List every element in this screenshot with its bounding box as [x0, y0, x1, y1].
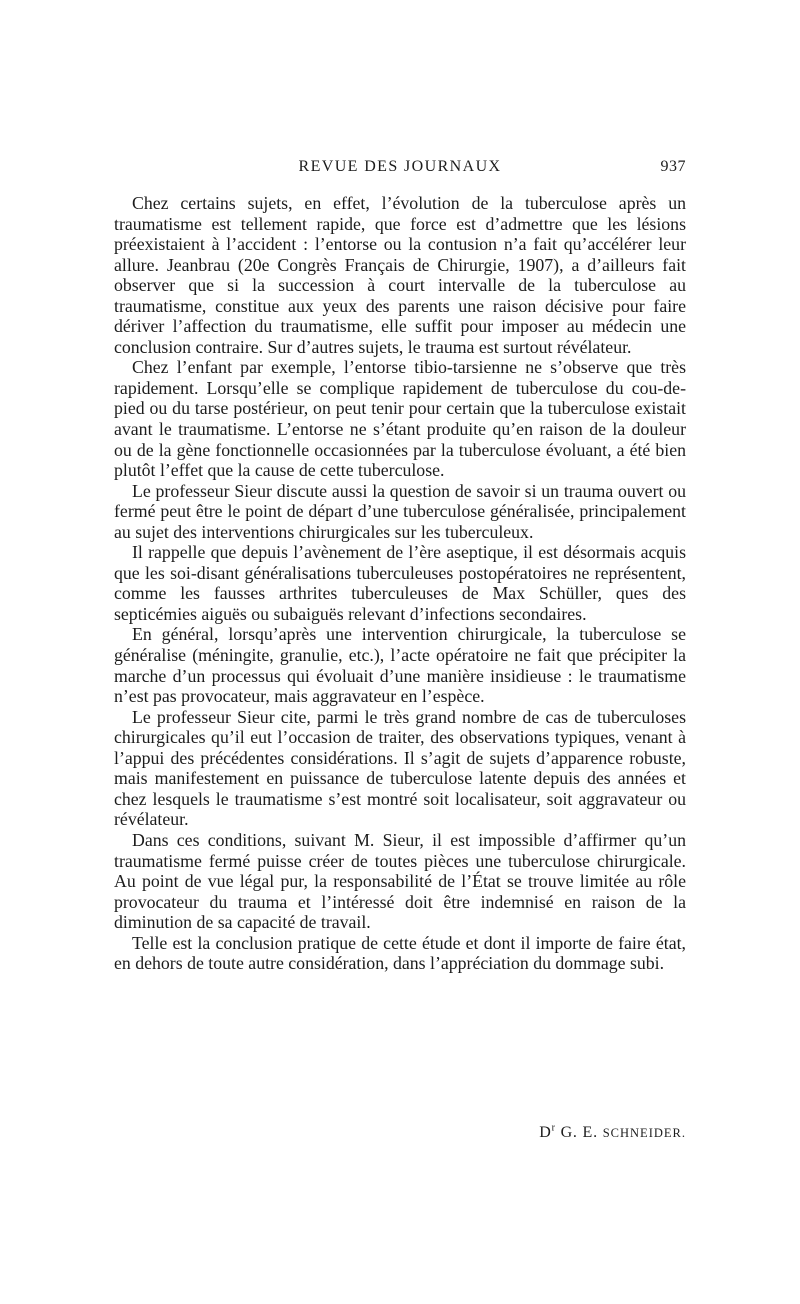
signature-title-sup: r: [551, 1122, 556, 1134]
paragraph-3: Le professeur Sieur discute aussi la question de savoir si un trauma ouvert ou fermé peut être le point de départ d’une tuberculose généralisée, principalement au sujet des interventions chirurgicales sur les tuberculeux.: [114, 480, 686, 542]
paragraph-2: Chez l’enfant par exemple, l’entorse tibio-tarsienne ne s’observe que très rapidement. Lorsqu’elle se complique rapidement de tuberculose du cou-de-pied ou du tarse postérieur, on peut tenir pour certain que la tuberculose existait avant le traumatisme. L’entorse ne s’étant produite qu’en raison de la douleur ou de la gène fonctionnelle occasionnées par la tuberculose évoluant, a été bien plutôt l’effet que la cause de cette tuberculose.: [114, 357, 686, 481]
page-number: 937: [660, 158, 686, 175]
signature-surname: SCHNEIDER.: [602, 1126, 686, 1140]
running-title: REVUE DES JOURNAUX: [298, 158, 502, 175]
journal-page: [114, 0, 686, 1304]
paragraph-8: Telle est la conclusion pratique de cette étude et dont il importe de faire état, en dehors de toute autre considération, dans l’appréciation du dommage subi.: [114, 932, 686, 974]
paragraph-6: Le professeur Sieur cite, parmi le très grand nombre de cas de tuberculoses chirurgicales qu’il eut l’occasion de traiter, des observations typiques, venant à l’appui des précédentes considérations. Il s’agit de sujets d’apparence robuste, mais manifestement en puissance de tuberculose latente depuis des années et chez lesquels le traumatisme s’est montré soit localisateur, soit aggravateur ou révélateur.: [114, 706, 686, 830]
page-header: [114, 158, 686, 180]
signature-title: D: [539, 1124, 552, 1141]
paragraph-1: Chez certains sujets, en effet, l’évolution de la tuberculose après un traumatisme est tellement rapide, que force est d’admettre que les lésions préexistaient à l’accident : l’entorse ou la contusion n’a fait qu’accélérer leur allure. Jeanbrau (20e Congrès Français de Chirurgie, 1907), a d’ailleurs fait observer que si la succession à court intervalle de la tuberculose au traumatisme, constitue aux yeux des parents une raison décisive pour faire dériver l’affection du traumatisme, elle suffit pour imposer au médecin une conclusion contraire. Sur d’autres sujets, le trauma est surtout révélateur.: [114, 193, 686, 357]
author-signature: [539, 1124, 686, 1142]
paragraph-5: En général, lorsqu’après une intervention chirurgicale, la tuberculose se généralise (méningite, granulie, etc.), l’acte opératoire ne fait que précipiter la marche d’un processus qui évoluait d’une manière insidieuse : le traumatisme n’est pas provocateur, mais aggravateur en l’espèce.: [114, 624, 686, 707]
paragraph-7: Dans ces conditions, suivant M. Sieur, il est impossible d’affirmer qu’un traumatisme fermé puisse créer de toutes pièces une tuberculose chirurgicale. Au point de vue légal pur, la responsabilité de l’État se trouve limitée au rôle provocateur du trauma et l’intéressé doit être indemnisé en raison de la diminution de sa capacité de travail.: [114, 829, 686, 933]
signature-initials: G. E.: [560, 1124, 598, 1141]
paragraph-4: Il rappelle que depuis l’avènement de l’ère aseptique, il est désormais acquis que les soi-disant généralisations tuberculeuses postopératoires ne représentent, comme les fausses arthrites tuberculeuses de Max Schüller, ques des septicémies aiguës ou subaiguës relevant d’infections secondaires.: [114, 542, 686, 624]
article-body: [114, 193, 686, 974]
